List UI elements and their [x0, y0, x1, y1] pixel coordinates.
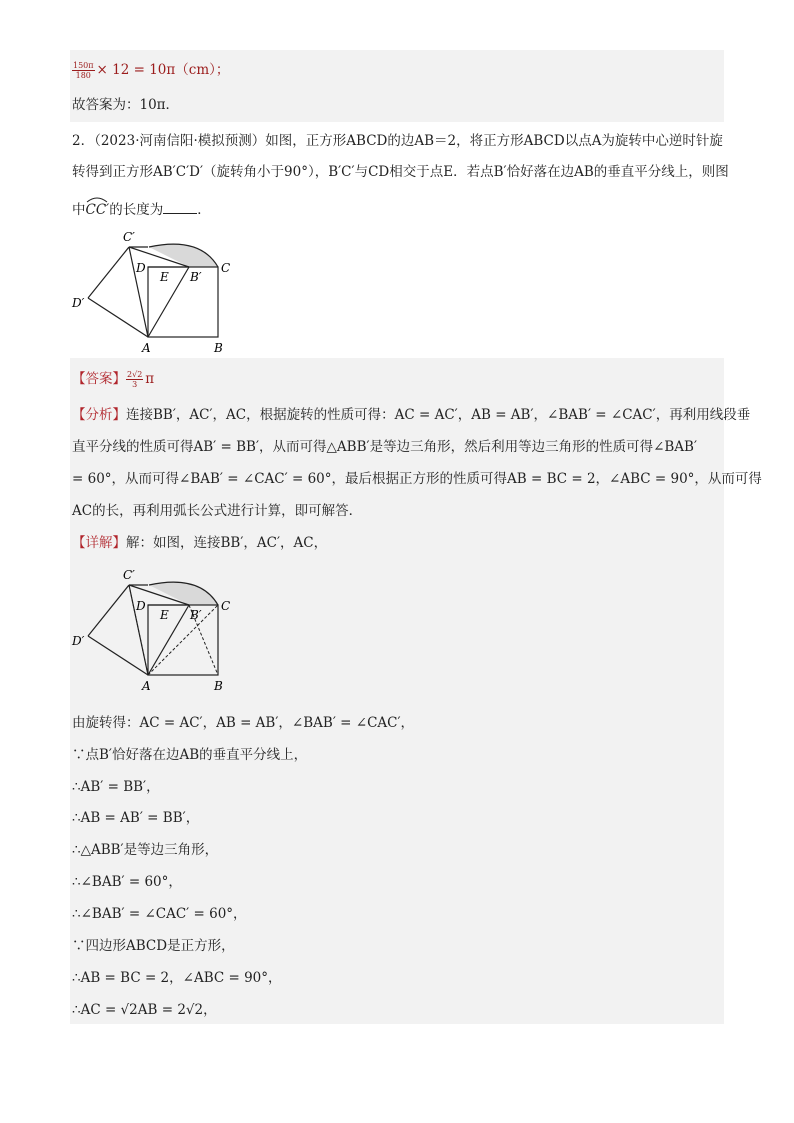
label-a: A	[142, 341, 151, 355]
analysis-line-3: = 60°，从而可得∠BAB′ = ∠CAC′ = 60°，最后根据正方形的性质可得AB = BC = 2，∠ABC = 90°，从而可得	[72, 471, 762, 487]
detail-step: ∴AC = √2AB = 2√2，	[72, 1002, 217, 1018]
detail-step: ∴AB = BC = 2，∠ABC = 90°，	[72, 970, 282, 986]
detail-step: ∴AB = AB′ = BB′，	[72, 810, 200, 826]
arc-symbol	[86, 195, 108, 203]
label-d-prime: D′	[72, 634, 85, 648]
fraction: $\frac{150\pi}{180}$	[73, 61, 94, 80]
label-a: A	[142, 679, 151, 693]
label-d: D	[136, 599, 146, 613]
detail-step: ∵四边形ABCD是正方形，	[72, 938, 235, 954]
detail-step: ∵点B′恰好落在边AB的垂直平分线上，	[72, 747, 308, 763]
answer-prev: 故答案为：10π．	[72, 97, 180, 113]
detail-step: ∴∠BAB′ = 60°，	[72, 874, 182, 890]
label-d-prime: D′	[72, 296, 85, 310]
label-c-prime: C′	[123, 568, 135, 582]
detail-step: ∴AB′ = BB′，	[72, 779, 160, 795]
geometry-figure-1	[68, 228, 238, 358]
label-e: E	[160, 608, 169, 622]
detail-intro: 【详解】解：如图，连接BB′，AC′，AC，	[72, 535, 328, 551]
label-b-prime: B′	[190, 270, 202, 284]
detail-step: 由旋转得：AC = AC′，AB = AB′，∠BAB′ = ∠CAC′，	[72, 715, 415, 731]
question-line-3: 中CC′ 的长度为 ．	[72, 200, 211, 220]
analysis-line-1: 【分析】连接BB′，AC′，AC，根据旋转的性质可得：AC = AC′，AB = AB′，∠BAB′ = ∠CAC′，再利用线段垂	[72, 407, 751, 423]
calc-line: $\frac{150\pi}{180}$ × 12 = 10π（cm）；	[73, 61, 230, 80]
detail-step: ∴∠BAB′ = ∠CAC′ = 60°，	[72, 906, 247, 922]
detail-step: ∴△ABB′是等边三角形，	[72, 842, 219, 858]
label-b-prime: B′	[190, 608, 202, 622]
analysis-line-4: AC的长，再利用弧长公式进行计算，即可解答．	[72, 503, 363, 519]
arc-label: CC′	[86, 202, 110, 218]
label-c: C	[221, 261, 231, 275]
label-c-prime: C′	[123, 230, 135, 244]
question-line-1: 2．（2023·河南信阳·模拟预测）如图，正方形ABCD的边AB＝2，将正方形ABCD以点A为旋转中心逆时针旋	[72, 133, 723, 149]
answer-blank	[163, 201, 197, 214]
answer-line: 【答案】 $\frac{2√2}{3}$ π	[72, 370, 155, 389]
label-b: B	[214, 679, 223, 693]
label-e: E	[160, 270, 169, 284]
label-b: B	[214, 341, 223, 355]
label-d: D	[136, 261, 146, 275]
geometry-figure-2	[68, 566, 238, 696]
label-c: C	[221, 599, 231, 613]
answer-fraction: $\frac{2√2}{3}$	[127, 370, 143, 389]
question-line-2: 转得到正方形AB′C′D′（旋转角小于90°），B′C′与CD相交于点E．若点B′恰好落在边AB的垂直平分线上，则图	[72, 164, 729, 180]
analysis-line-2: 直平分线的性质可得AB′ = BB′，从而可得△ABB′是等边三角形，然后利用等边三角形的性质可得∠BAB′	[72, 439, 698, 455]
